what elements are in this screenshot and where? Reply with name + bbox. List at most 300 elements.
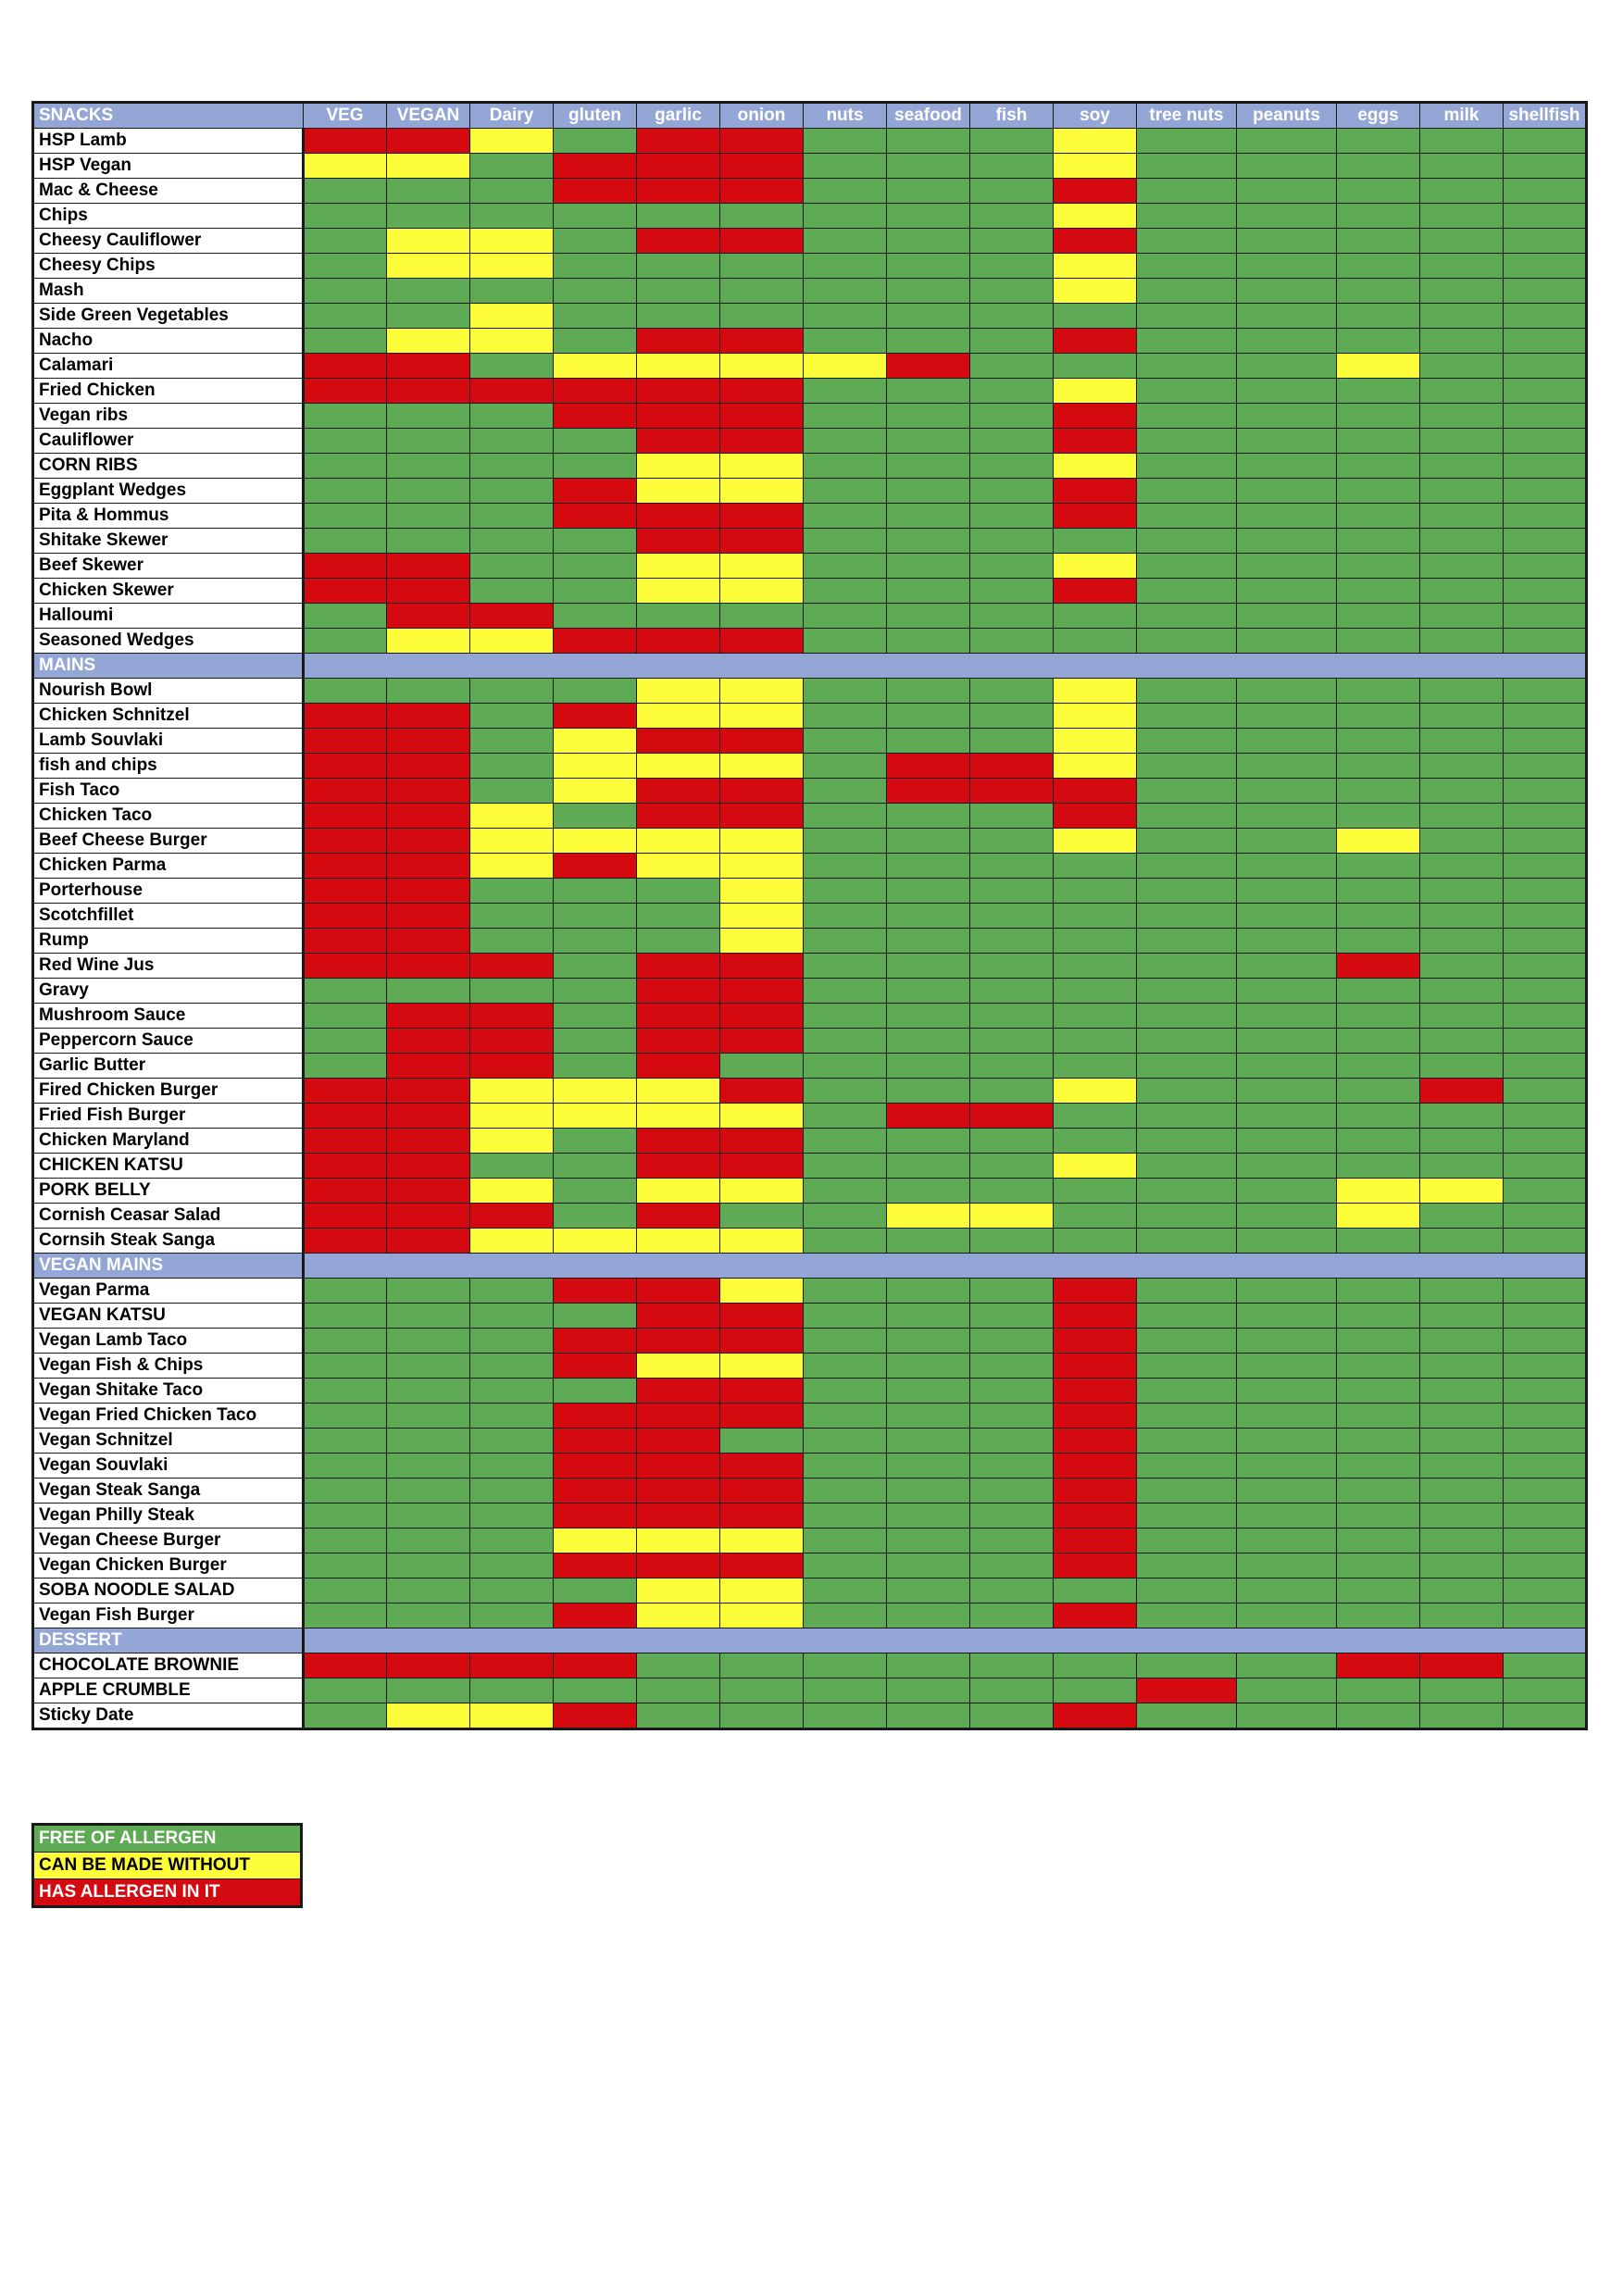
status-cell [304, 1129, 387, 1154]
item-name: Vegan Chicken Burger [33, 1554, 304, 1578]
table-row [33, 1129, 1587, 1154]
status-cell [637, 729, 720, 754]
status-cell [554, 279, 637, 304]
status-cell [1420, 1079, 1504, 1104]
item-name: Vegan Steak Sanga [33, 1479, 304, 1504]
status-cell [1337, 1204, 1420, 1229]
status-cell [554, 1653, 637, 1678]
status-cell [387, 554, 470, 579]
status-cell [470, 504, 554, 529]
item-name: Side Green Vegetables [33, 304, 304, 329]
status-cell [1237, 1379, 1337, 1404]
table-row [33, 304, 1587, 329]
status-cell [1237, 279, 1337, 304]
status-cell [637, 1404, 720, 1429]
status-cell [804, 1653, 887, 1678]
status-cell [1504, 754, 1587, 779]
status-cell [1137, 1079, 1237, 1104]
table-row [33, 254, 1587, 279]
status-cell [1137, 679, 1237, 704]
status-cell [804, 204, 887, 229]
status-cell [970, 1529, 1054, 1554]
status-cell [1504, 1204, 1587, 1229]
item-name: Vegan Lamb Taco [33, 1329, 304, 1354]
status-cell [637, 1479, 720, 1504]
status-cell [304, 1154, 387, 1179]
status-cell [1337, 854, 1420, 879]
status-cell [804, 1104, 887, 1129]
status-cell [387, 1479, 470, 1504]
status-cell [1504, 729, 1587, 754]
status-cell [887, 279, 970, 304]
status-cell [887, 579, 970, 604]
status-cell [554, 354, 637, 379]
status-cell [1504, 1479, 1587, 1504]
status-cell [720, 954, 804, 979]
section-title: MAINS [33, 654, 304, 679]
status-cell [1504, 929, 1587, 954]
status-cell [1137, 454, 1237, 479]
status-cell [470, 354, 554, 379]
status-cell [1337, 904, 1420, 929]
status-cell [970, 879, 1054, 904]
status-cell [804, 804, 887, 829]
status-cell [1420, 329, 1504, 354]
status-cell [970, 454, 1054, 479]
status-cell [304, 979, 387, 1004]
status-cell [970, 804, 1054, 829]
status-cell [637, 279, 720, 304]
status-cell [304, 1354, 387, 1379]
status-cell [1137, 604, 1237, 629]
item-name: Cheesy Cauliflower [33, 229, 304, 254]
status-cell [1137, 1329, 1237, 1354]
status-cell [387, 779, 470, 804]
status-cell [970, 1653, 1054, 1678]
item-name: Nourish Bowl [33, 679, 304, 704]
status-cell [804, 179, 887, 204]
status-cell [1137, 1653, 1237, 1678]
status-cell [720, 979, 804, 1004]
status-cell [637, 954, 720, 979]
status-cell [554, 1129, 637, 1154]
table-row [33, 1179, 1587, 1204]
status-cell [1337, 1129, 1420, 1154]
status-cell [970, 1304, 1054, 1329]
status-cell [1337, 1429, 1420, 1454]
item-name: SOBA NOODLE SALAD [33, 1578, 304, 1603]
table-row [33, 1678, 1587, 1703]
status-cell [304, 1603, 387, 1628]
status-cell [804, 354, 887, 379]
status-cell [1054, 1554, 1137, 1578]
table-row [33, 504, 1587, 529]
status-cell [1054, 454, 1137, 479]
status-cell [1337, 154, 1420, 179]
item-name: VEGAN KATSU [33, 1304, 304, 1329]
status-cell [1504, 1279, 1587, 1304]
status-cell [970, 1079, 1054, 1104]
status-cell [970, 754, 1054, 779]
status-cell [304, 854, 387, 879]
status-cell [1137, 554, 1237, 579]
status-cell [1054, 1454, 1137, 1479]
status-cell [887, 879, 970, 904]
status-cell [804, 254, 887, 279]
status-cell [804, 1354, 887, 1379]
table-row [33, 229, 1587, 254]
status-cell [387, 1204, 470, 1229]
status-cell [720, 1603, 804, 1628]
status-cell [887, 829, 970, 854]
item-name: Garlic Butter [33, 1054, 304, 1079]
status-cell [1237, 704, 1337, 729]
column-header: VEG [304, 103, 387, 129]
status-cell [387, 1404, 470, 1429]
status-cell [1237, 1354, 1337, 1379]
table-row [33, 1229, 1587, 1254]
status-cell [637, 429, 720, 454]
status-cell [1237, 204, 1337, 229]
status-cell [470, 1578, 554, 1603]
status-cell [1337, 679, 1420, 704]
status-cell [1504, 629, 1587, 654]
status-cell [1137, 1678, 1237, 1703]
table-row [33, 1304, 1587, 1329]
status-cell [1504, 354, 1587, 379]
status-cell [1237, 1279, 1337, 1304]
status-cell [304, 779, 387, 804]
status-cell [470, 254, 554, 279]
item-name: Eggplant Wedges [33, 479, 304, 504]
table-row [33, 679, 1587, 704]
status-cell [1237, 1678, 1337, 1703]
status-cell [1337, 629, 1420, 654]
status-cell [970, 929, 1054, 954]
table-row [33, 279, 1587, 304]
status-cell [637, 1329, 720, 1354]
status-cell [1504, 1379, 1587, 1404]
status-cell [1504, 1304, 1587, 1329]
status-cell [554, 879, 637, 904]
status-cell [804, 1603, 887, 1628]
status-cell [637, 254, 720, 279]
status-cell [470, 454, 554, 479]
status-cell [554, 754, 637, 779]
status-cell [1504, 979, 1587, 1004]
status-cell [470, 1279, 554, 1304]
table-row [33, 1329, 1587, 1354]
status-cell [1137, 1204, 1237, 1229]
status-cell [1504, 1603, 1587, 1628]
status-cell [470, 279, 554, 304]
status-cell [304, 1279, 387, 1304]
status-cell [1237, 429, 1337, 454]
status-cell [1420, 1304, 1504, 1329]
table-row [33, 404, 1587, 429]
column-header: eggs [1337, 103, 1420, 129]
status-cell [720, 229, 804, 254]
status-cell [1337, 954, 1420, 979]
status-cell [1504, 1529, 1587, 1554]
status-cell [637, 454, 720, 479]
status-cell [887, 1504, 970, 1529]
status-cell [720, 179, 804, 204]
status-cell [1504, 1678, 1587, 1703]
status-cell [1504, 1029, 1587, 1054]
status-cell [1137, 804, 1237, 829]
status-cell [470, 204, 554, 229]
status-cell [1054, 1404, 1137, 1429]
status-cell [554, 829, 637, 854]
status-cell [1504, 604, 1587, 629]
item-name: Gravy [33, 979, 304, 1004]
status-cell [554, 804, 637, 829]
status-cell [1237, 529, 1337, 554]
status-cell [1337, 1678, 1420, 1703]
status-cell [1237, 979, 1337, 1004]
status-cell [720, 1653, 804, 1678]
status-cell [387, 1004, 470, 1029]
status-cell [720, 1479, 804, 1504]
status-cell [1504, 379, 1587, 404]
status-cell [970, 704, 1054, 729]
status-cell [1137, 1279, 1237, 1304]
status-cell [470, 229, 554, 254]
status-cell [304, 804, 387, 829]
status-cell [637, 1603, 720, 1628]
table-row [33, 804, 1587, 829]
status-cell [887, 1578, 970, 1603]
status-cell [1237, 879, 1337, 904]
table-row [33, 1204, 1587, 1229]
table-row [33, 854, 1587, 879]
status-cell [387, 1429, 470, 1454]
table-row [33, 454, 1587, 479]
item-name: Calamari [33, 354, 304, 379]
status-cell [470, 179, 554, 204]
status-cell [1337, 1004, 1420, 1029]
status-cell [1337, 129, 1420, 154]
status-cell [1054, 1004, 1137, 1029]
status-cell [970, 279, 1054, 304]
status-cell [1237, 254, 1337, 279]
status-cell [1054, 354, 1137, 379]
status-cell [304, 1329, 387, 1354]
status-cell [304, 479, 387, 504]
status-cell [887, 479, 970, 504]
status-cell [720, 1504, 804, 1529]
legend-has-allergen: HAS ALLERGEN IN IT [33, 1879, 302, 1907]
status-cell [970, 1204, 1054, 1229]
item-name: Scotchfillet [33, 904, 304, 929]
status-cell [637, 804, 720, 829]
status-cell [1337, 479, 1420, 504]
status-cell [304, 579, 387, 604]
status-cell [1054, 1653, 1137, 1678]
status-cell [304, 1554, 387, 1578]
status-cell [1054, 604, 1137, 629]
status-cell [1504, 204, 1587, 229]
status-cell [1237, 954, 1337, 979]
status-cell [1420, 1004, 1504, 1029]
status-cell [470, 954, 554, 979]
column-header: shellfish [1504, 103, 1587, 129]
status-cell [554, 704, 637, 729]
status-cell [1054, 754, 1137, 779]
status-cell [804, 154, 887, 179]
status-cell [970, 779, 1054, 804]
status-cell [1504, 854, 1587, 879]
status-cell [387, 354, 470, 379]
status-cell [887, 329, 970, 354]
status-cell [304, 879, 387, 904]
status-cell [1337, 929, 1420, 954]
table-row [33, 1404, 1587, 1429]
status-cell [1337, 1529, 1420, 1554]
status-cell [970, 504, 1054, 529]
status-cell [470, 154, 554, 179]
status-cell [887, 354, 970, 379]
status-cell [887, 604, 970, 629]
status-cell [304, 1479, 387, 1504]
status-cell [970, 129, 1054, 154]
status-cell [304, 254, 387, 279]
status-cell [387, 279, 470, 304]
item-name: Cheesy Chips [33, 254, 304, 279]
status-cell [804, 1504, 887, 1529]
status-cell [1420, 554, 1504, 579]
status-cell [1337, 1154, 1420, 1179]
status-cell [304, 754, 387, 779]
status-cell [554, 1229, 637, 1254]
status-cell [887, 729, 970, 754]
status-cell [1420, 1578, 1504, 1603]
table-row [33, 1529, 1587, 1554]
status-cell [1137, 979, 1237, 1004]
status-cell [554, 379, 637, 404]
status-cell [887, 454, 970, 479]
status-cell [470, 1603, 554, 1628]
status-cell [637, 1004, 720, 1029]
status-cell [720, 1229, 804, 1254]
status-cell [804, 504, 887, 529]
status-cell [804, 1054, 887, 1079]
status-cell [304, 679, 387, 704]
status-cell [1420, 729, 1504, 754]
status-cell [804, 1578, 887, 1603]
status-cell [637, 1229, 720, 1254]
status-cell [1054, 904, 1137, 929]
status-cell [1137, 854, 1237, 879]
table-row [33, 1454, 1587, 1479]
status-cell [1054, 1179, 1137, 1204]
status-cell [304, 1004, 387, 1029]
item-name: Seasoned Wedges [33, 629, 304, 654]
status-cell [1054, 1029, 1137, 1054]
status-cell [554, 1429, 637, 1454]
item-name: Mac & Cheese [33, 179, 304, 204]
status-cell [637, 779, 720, 804]
status-cell [1420, 579, 1504, 604]
status-cell [887, 704, 970, 729]
status-cell [1504, 1354, 1587, 1379]
status-cell [1504, 1104, 1587, 1129]
status-cell [637, 1079, 720, 1104]
status-cell [887, 1179, 970, 1204]
status-cell [1054, 1329, 1137, 1354]
status-cell [720, 804, 804, 829]
status-cell [304, 429, 387, 454]
table-row [33, 579, 1587, 604]
table-row [33, 479, 1587, 504]
table-body [33, 103, 1587, 1729]
item-name: Mash [33, 279, 304, 304]
status-cell [1054, 1354, 1137, 1379]
status-cell [1420, 1678, 1504, 1703]
status-cell [1237, 904, 1337, 929]
status-cell [804, 729, 887, 754]
status-cell [887, 929, 970, 954]
status-cell [1137, 229, 1237, 254]
status-cell [1137, 929, 1237, 954]
status-cell [1337, 1653, 1420, 1678]
status-cell [1137, 479, 1237, 504]
status-cell [637, 879, 720, 904]
status-cell [1337, 1703, 1420, 1729]
table-row [33, 1104, 1587, 1129]
status-cell [1237, 1404, 1337, 1429]
table-row [33, 1653, 1587, 1678]
status-cell [1504, 1054, 1587, 1079]
status-cell [1137, 954, 1237, 979]
status-cell [637, 904, 720, 929]
status-cell [1237, 1054, 1337, 1079]
status-cell [970, 179, 1054, 204]
status-cell [1137, 1154, 1237, 1179]
status-cell [470, 1354, 554, 1379]
status-cell [1337, 1404, 1420, 1429]
status-cell [387, 854, 470, 879]
status-cell [1237, 929, 1337, 954]
status-cell [804, 304, 887, 329]
status-cell [554, 429, 637, 454]
status-cell [637, 979, 720, 1004]
status-cell [887, 1004, 970, 1029]
section-header-row [33, 1254, 1587, 1279]
status-cell [804, 904, 887, 929]
status-cell [887, 629, 970, 654]
status-cell [1337, 1329, 1420, 1354]
status-cell [1420, 879, 1504, 904]
status-cell [887, 404, 970, 429]
section-header-fill [304, 1628, 1587, 1653]
status-cell [1420, 804, 1504, 829]
status-cell [804, 1229, 887, 1254]
status-cell [470, 1304, 554, 1329]
status-cell [720, 754, 804, 779]
status-cell [1237, 504, 1337, 529]
status-cell [970, 429, 1054, 454]
status-cell [720, 729, 804, 754]
status-cell [720, 1554, 804, 1578]
status-cell [304, 1529, 387, 1554]
status-cell [387, 679, 470, 704]
status-cell [470, 1479, 554, 1504]
status-cell [970, 254, 1054, 279]
status-cell [637, 329, 720, 354]
column-header: VEGAN [387, 103, 470, 129]
